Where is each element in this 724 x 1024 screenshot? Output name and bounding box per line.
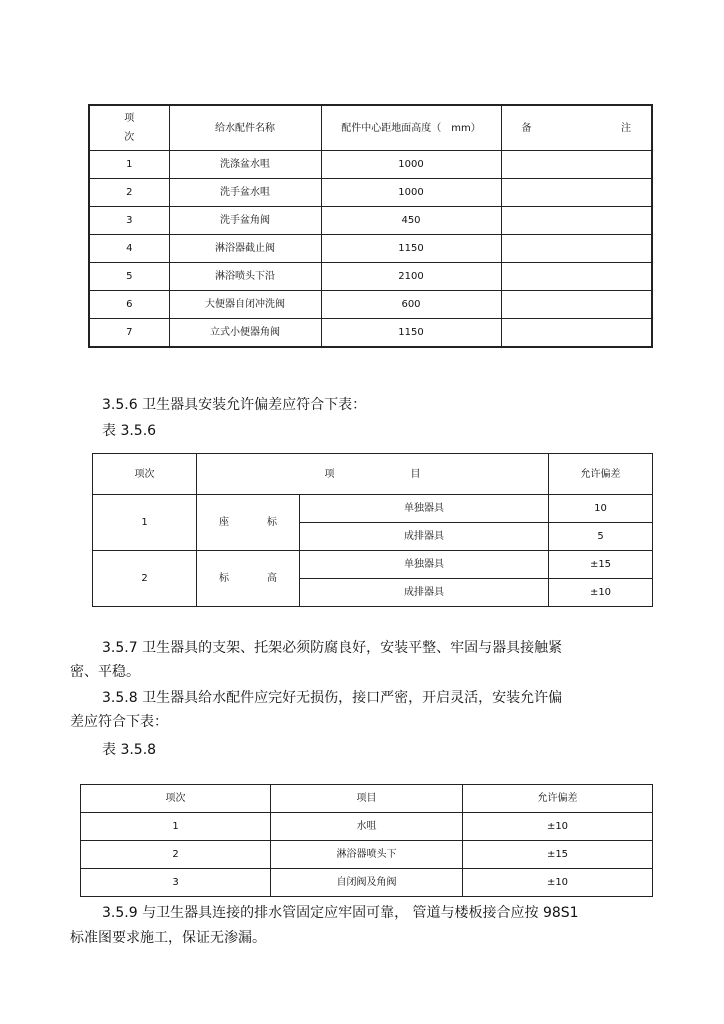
section-3-5-7-line1: 3.5.7 卫生器具的支架、托架必须防腐良好，安装平整、牢固与器具接触紧: [102, 640, 563, 656]
header-index: 项次: [81, 785, 271, 813]
section-3-5-6-text: 3.5.6 卫生器具安装允许偏差应符合下表：: [102, 397, 367, 413]
table-row: 5 淋浴喷头下沿 2100: [89, 263, 652, 291]
table-row: 1 洗涤盆水咀 1000: [89, 151, 652, 179]
header-height: 配件中心距地面高度（ mm）: [321, 105, 501, 151]
table-row: 2 淋浴器喷头下 ±15: [81, 841, 653, 869]
header-tolerance: 允许偏差: [463, 785, 653, 813]
table-row: 成排器具 5: [93, 523, 653, 551]
header-index: 项 次: [89, 105, 169, 151]
header-item: 项目: [271, 785, 463, 813]
header-fitting-name: 给水配件名称: [169, 105, 321, 151]
table-row: 6 大便器自闭冲洗阀 600: [89, 291, 652, 319]
item-coordinate: 座 标: [197, 495, 300, 551]
table-row: 3 洗手盆角阀 450: [89, 207, 652, 235]
section-3-5-7-line2: 密、平稳。: [70, 664, 140, 680]
table-row: 7 立式小便器角阀 1150: [89, 319, 652, 348]
item-elevation: 标 高: [197, 551, 300, 607]
table-header-row: [89, 105, 652, 151]
section-3-5-9-line2: 标准图要求施工，保证无渗漏。: [70, 930, 266, 946]
section-3-5-8-line2: 差应符合下表：: [70, 714, 168, 730]
table-row: 2 标 高 单独器具 ±15: [93, 551, 653, 579]
table-row: 2 洗手盆水咀 1000: [89, 179, 652, 207]
section-3-5-8-line1: 3.5.8 卫生器具给水配件应完好无损伤，接口严密，开启灵活，安装允许偏: [102, 690, 563, 706]
header-tolerance: 允许偏差: [549, 454, 653, 495]
table-header-row: [81, 785, 653, 813]
table-3-5-8-label: 表 3.5.8: [102, 742, 157, 758]
table-row: 4 淋浴器截止阀 1150: [89, 235, 652, 263]
installation-tolerance-table: [92, 453, 653, 607]
header-note: 备 注: [501, 105, 652, 151]
fitting-tolerance-table: [80, 784, 653, 897]
table-row: 3 自闭阀及角阀 ±10: [81, 869, 653, 897]
table-row: 1 座 标 单独器具 10: [93, 495, 653, 523]
section-3-5-9-line1: 3.5.9 与卫生器具连接的排水管固定应牢固可靠， 管道与楼板接合应按 98S1: [102, 905, 579, 921]
header-item: 项 目: [197, 454, 549, 495]
header-index: 项次: [93, 454, 197, 495]
fitting-height-table: [88, 104, 653, 348]
table-header-row: [93, 454, 653, 495]
table-3-5-6-label: 表 3.5.6: [102, 423, 157, 439]
table-row: 1 水咀 ±10: [81, 813, 653, 841]
table-row: 成排器具 ±10: [93, 579, 653, 607]
